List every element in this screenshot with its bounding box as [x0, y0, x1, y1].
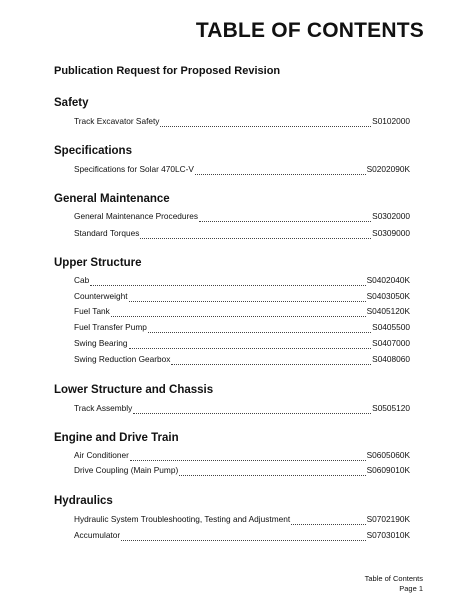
dot-leader [195, 165, 366, 175]
entry-label: Track Excavator Safety [74, 116, 160, 126]
entry-code: S0703010K [366, 530, 410, 540]
entry-code: S0403050K [366, 291, 410, 301]
section-title: Lower Structure and Chassis [54, 384, 214, 396]
entry-label: Specifications for Solar 470LC-V [74, 164, 194, 174]
toc-entry[interactable] [74, 402, 410, 414]
entry-label: Fuel Tank [74, 306, 110, 316]
entry-label: Swing Reduction Gearbox [74, 354, 171, 364]
entry-code: S0408060 [372, 354, 410, 364]
entry-label: Standard Torques [74, 228, 140, 238]
entry-label: General Maintenance Procedures [74, 211, 199, 221]
toc-entry[interactable] [74, 529, 410, 541]
footer-title: Table of Contents [364, 574, 423, 583]
dot-leader [111, 307, 366, 317]
entry-label: Accumulator [74, 530, 121, 540]
entry-code: S0405500 [372, 322, 410, 332]
dot-leader [129, 292, 366, 302]
section-title: General Maintenance [54, 193, 170, 205]
entry-code: S0405120K [366, 306, 410, 316]
toc-entry[interactable] [74, 449, 410, 461]
dot-leader [121, 531, 366, 541]
toc-entry[interactable] [74, 163, 410, 175]
entry-label: Track Assembly [74, 403, 133, 413]
publication-request-link[interactable]: Publication Request for Proposed Revision [54, 65, 281, 77]
entry-label: Drive Coupling (Main Pump) [74, 465, 179, 475]
page-title: TABLE OF CONTENTS [195, 19, 424, 42]
entry-label: Counterweight [74, 291, 128, 301]
toc-entry[interactable] [74, 210, 410, 222]
entry-code: S0309000 [372, 228, 410, 238]
dot-leader [133, 404, 371, 414]
dot-leader [148, 323, 371, 333]
dot-leader [171, 355, 371, 365]
entry-label: Swing Bearing [74, 338, 128, 348]
entry-label: Cab [74, 275, 90, 285]
section-title: Upper Structure [54, 257, 142, 269]
dot-leader [90, 276, 365, 286]
entry-label: Air Conditioner [74, 450, 129, 460]
entry-code: S0605060K [366, 450, 410, 460]
entry-code: S0402040K [366, 275, 410, 285]
entry-code: S0609010K [366, 465, 410, 475]
dot-leader [160, 117, 371, 127]
dot-leader [130, 451, 366, 461]
entry-code: S0202090K [366, 164, 410, 174]
entry-label: Hydraulic System Troubleshooting, Testing and Adjustment [74, 514, 291, 524]
toc-entry[interactable] [74, 464, 410, 476]
toc-entry[interactable] [74, 513, 410, 525]
entry-code: S0407000 [372, 338, 410, 348]
entry-code: S0702190K [366, 514, 410, 524]
dot-leader [291, 515, 365, 525]
toc-entry[interactable] [74, 227, 410, 239]
toc-entry[interactable] [74, 305, 410, 317]
section-title: Hydraulics [54, 495, 113, 507]
dot-leader [199, 212, 371, 222]
section-title: Engine and Drive Train [54, 432, 179, 444]
dot-leader [179, 466, 365, 476]
footer-page-number: Page 1 [399, 584, 423, 593]
dot-leader [129, 339, 372, 349]
dot-leader [140, 229, 371, 239]
toc-entry[interactable] [74, 274, 410, 286]
entry-code: S0302000 [372, 211, 410, 221]
toc-entry[interactable] [74, 290, 410, 302]
toc-entry[interactable] [74, 353, 410, 365]
entry-code: S0505120 [372, 403, 410, 413]
toc-entry[interactable] [74, 115, 410, 127]
toc-entry[interactable] [74, 337, 410, 349]
toc-entry[interactable] [74, 321, 410, 333]
page-footer [365, 574, 423, 594]
section-title: Safety [54, 97, 89, 109]
entry-label: Fuel Transfer Pump [74, 322, 147, 332]
entry-code: S0102000 [372, 116, 410, 126]
section-title: Specifications [54, 145, 132, 157]
